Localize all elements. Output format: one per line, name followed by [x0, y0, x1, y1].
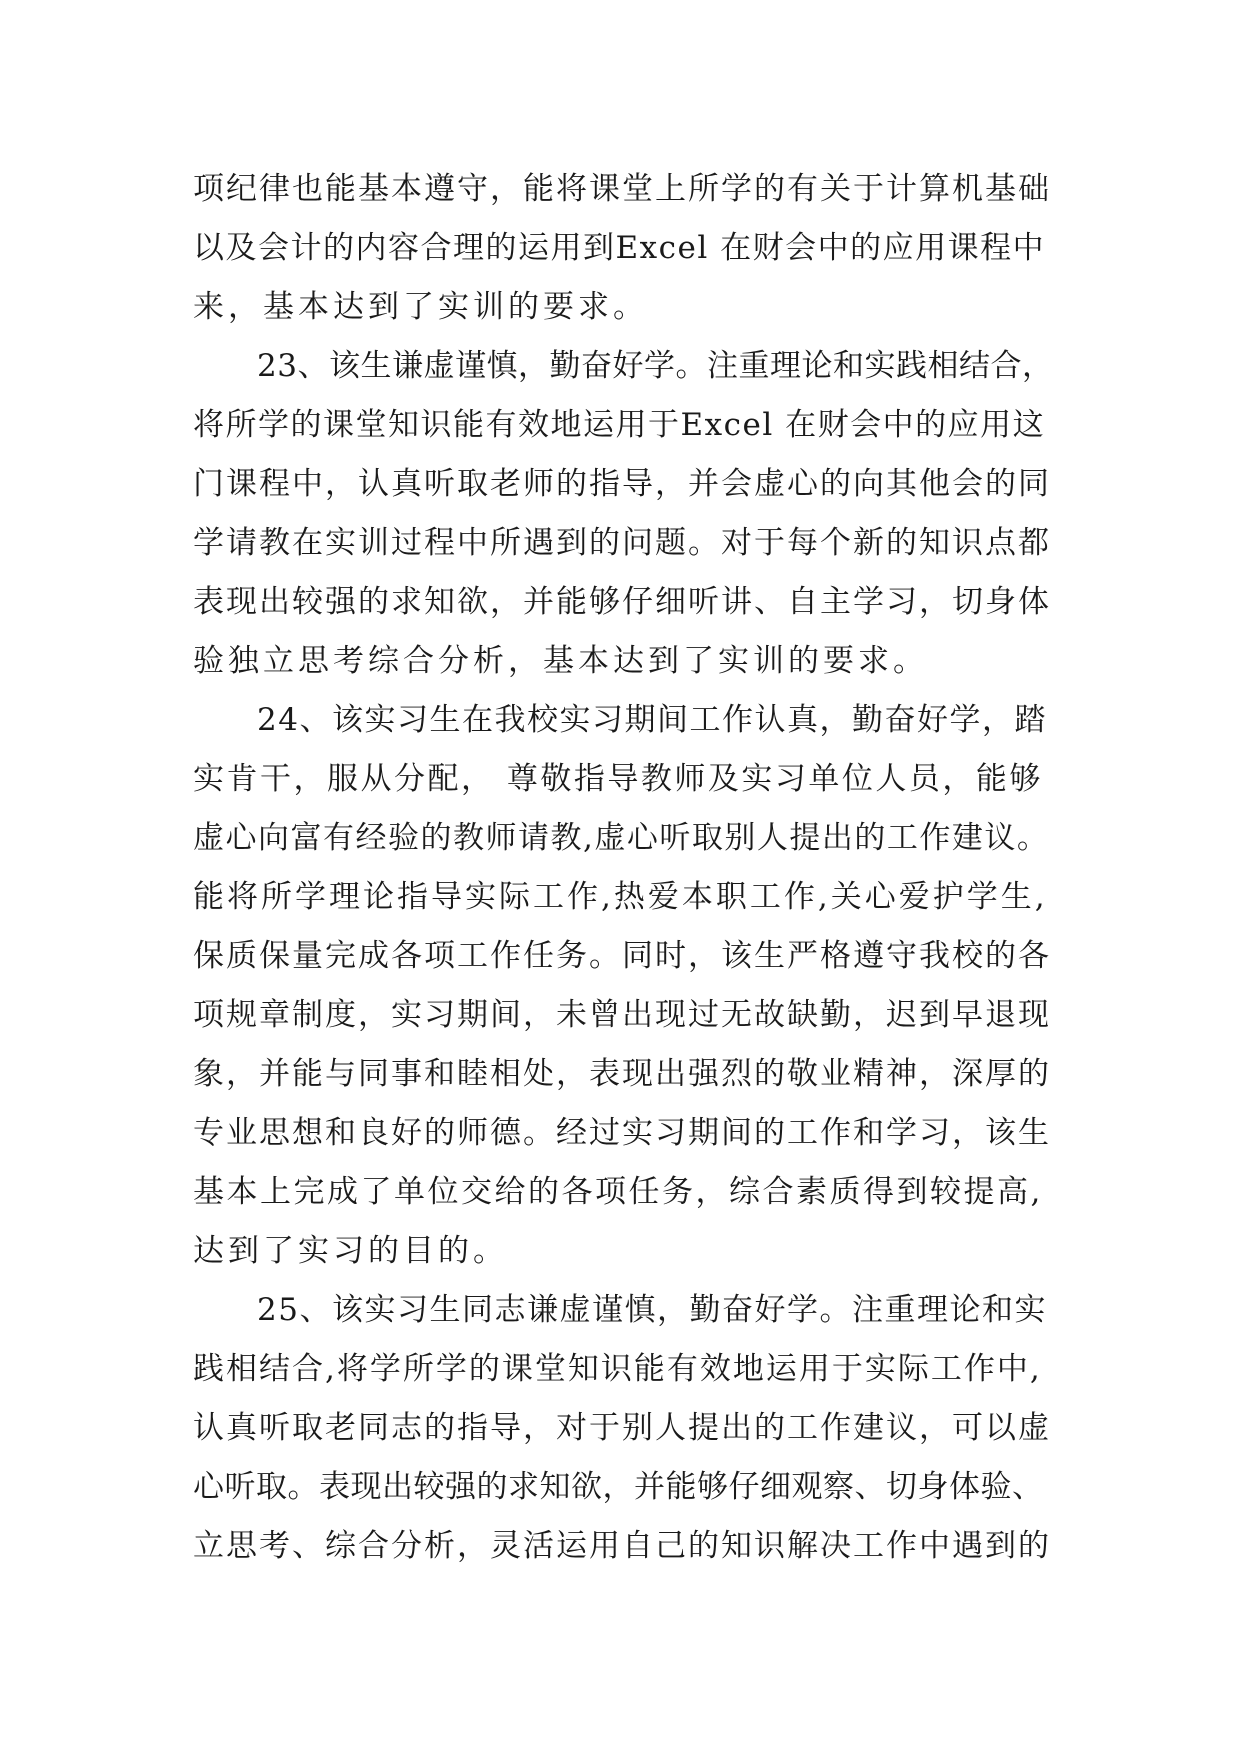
text-line: 心听取。表现出较强的求知欲，并能够仔细观察、切身体验、 [193, 1469, 1044, 1505]
text-line: 虚心向富有经验的教师请教,虚心听取别人提出的工作建议。 [193, 820, 1050, 856]
text-line: 以及会计的内容合理的运用到Excel 在财会中的应用课程中 [193, 230, 1046, 266]
text-line: 认真听取老同志的指导，对于别人提出的工作建议，可以虚 [193, 1410, 1051, 1446]
text-line: 实肯干，服从分配， 尊敬指导教师及实习单位人员，能够 [193, 761, 1043, 797]
text-line: 23、该生谦虚谨慎，勤奋好学。注重理论和实践相结合， [257, 348, 1054, 384]
text-line: 25、该实习生同志谦虚谨慎，勤奋好学。注重理论和实 [257, 1292, 1047, 1328]
text-line: 表现出较强的求知欲，并能够仔细听讲、自主学习，切身体 [193, 584, 1051, 620]
text-line: 践相结合,将学所学的课堂知识能有效地运用于实际工作中, [193, 1351, 1042, 1387]
text-line: 24、该实习生在我校实习期间工作认真，勤奋好学，踏 [257, 702, 1047, 738]
text-line: 项纪律也能基本遵守，能将课堂上所学的有关于计算机基础 [193, 171, 1051, 207]
text-line: 象，并能与同事和睦相处，表现出强烈的敬业精神，深厚的 [193, 1056, 1051, 1092]
text-line: 项规章制度，实习期间，未曾出现过无故缺勤，迟到早退现 [193, 997, 1051, 1033]
text-line: 立思考、综合分析，灵活运用自己的知识解决工作中遇到的 [193, 1528, 1051, 1564]
text-line: 将所学的课堂知识能有效地运用于Excel 在财会中的应用这 [193, 407, 1046, 443]
text-line: 验独立思考综合分析，基本达到了实训的要求。 [193, 643, 928, 679]
text-line: 门课程中，认真听取老师的指导，并会虚心的向其他会的同 [193, 466, 1051, 502]
text-line: 达到了实习的目的。 [193, 1233, 508, 1269]
document-body [193, 160, 1053, 1576]
text-line: 保质保量完成各项工作任务。同时，该生严格遵守我校的各 [193, 938, 1051, 974]
text-line: 学请教在实训过程中所遇到的问题。对于每个新的知识点都 [193, 525, 1051, 561]
text-line: 专业思想和良好的师德。经过实习期间的工作和学习，该生 [193, 1115, 1051, 1151]
text-line: 能将所学理论指导实际工作,热爱本职工作,关心爱护学生, [193, 879, 1048, 915]
text-line: 来，基本达到了实训的要求。 [193, 289, 648, 325]
text-line: 基本上完成了单位交给的各项任务，综合素质得到较提高, [193, 1174, 1043, 1210]
